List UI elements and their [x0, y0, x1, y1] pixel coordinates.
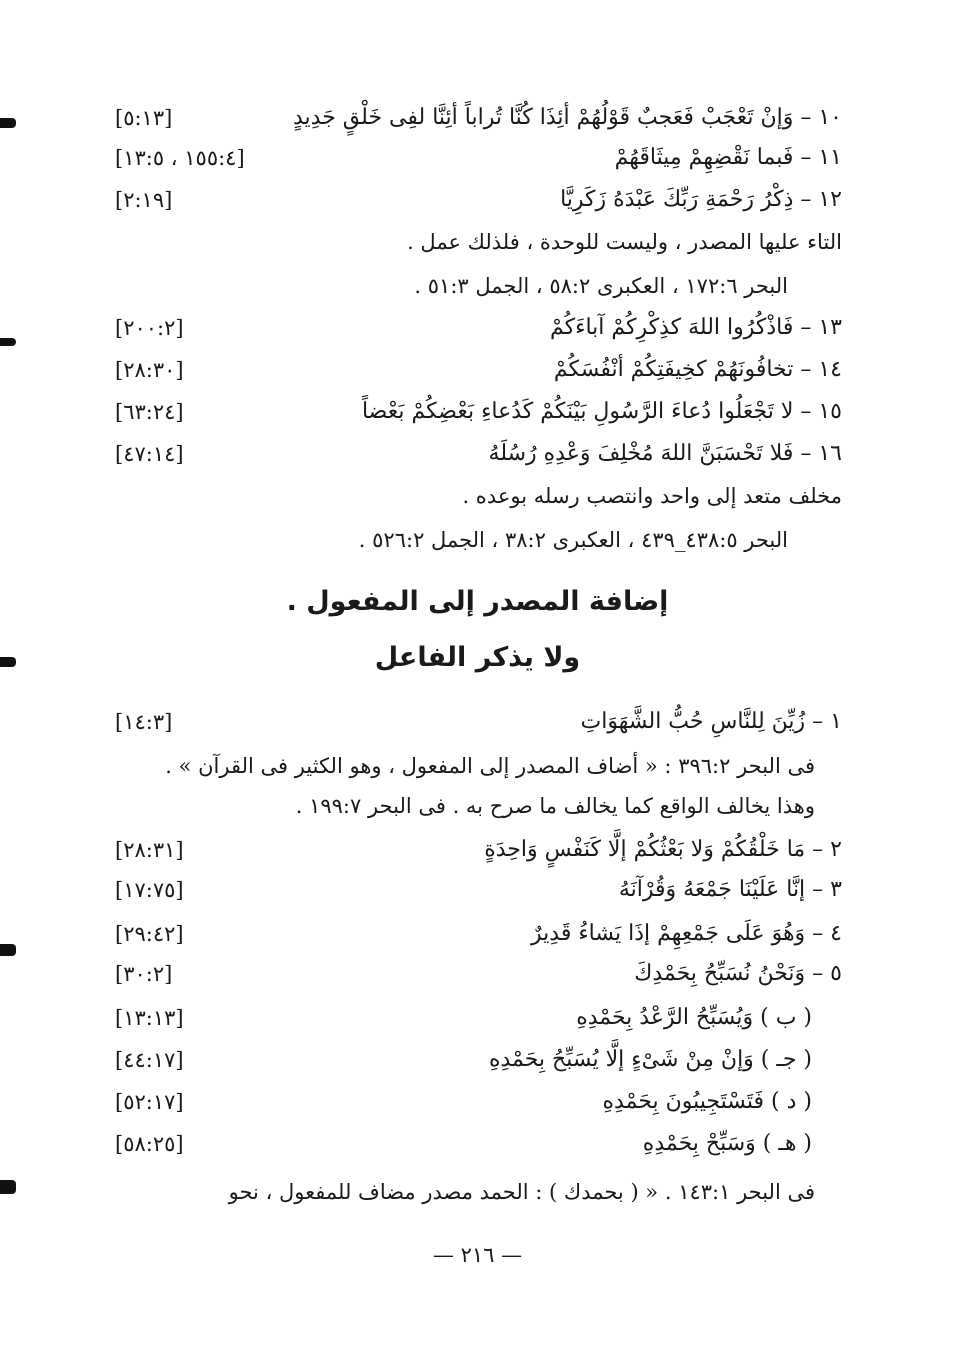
verse-row-12 — [115, 180, 842, 220]
commentary-note: فى البحر ١٤٣:١ . « ( بحمدك ) : الحمد مصدر مضاف للمفعول ، نحو — [228, 1180, 815, 1204]
verse-row-11 — [115, 138, 842, 178]
verse-reference: [١٧:٧٥] — [115, 878, 184, 902]
verse-text: ( جـ ) وَإنْ مِنْ شَىْءٍ إلَّا يُسَبِّحُ بِحَمْدِهِ — [488, 1047, 812, 1072]
verse-row-16 — [115, 434, 842, 474]
verse-text: ٤ – وَهُوَ عَلَى جَمْعِهِمْ إذَا يَشاءُ قَدِيرٌ — [531, 921, 842, 946]
verse-text: ( د ) فَتَسْتَجِيبُونَ بِحَمْدِهِ — [602, 1089, 812, 1114]
verse-text: ٣ – إنَّا عَلَيْنَا جَمْعَهُ وَقُرْآنَهُ — [618, 877, 842, 902]
verse-text: ١١ – فَبما نَقْضِهِمْ مِيثَاقَهُمْ — [614, 145, 842, 170]
verse-reference: [٥٨:٢٥] — [115, 1132, 184, 1156]
verse-row-13 — [115, 308, 842, 348]
verse-row-2 — [115, 830, 842, 870]
commentary-note: مخلف متعد إلى واحد وانتصب رسله بوعده . — [462, 484, 842, 508]
margin-mark — [0, 118, 16, 128]
margin-mark — [0, 1180, 16, 1194]
verse-subrow-h — [115, 1124, 842, 1164]
verse-row-3 — [115, 870, 842, 910]
verse-text: ١ – زُيِّنَ لِلنَّاسِ حُبُّ الشَّهَوَاتِ — [580, 709, 842, 734]
verse-reference: [٥:١٣] — [115, 106, 173, 130]
verse-reference: [١٥٥:٤ ، ١٣:٥] — [115, 146, 245, 170]
verse-reference: [٢٨:٣١] — [115, 838, 184, 862]
commentary-note: التاء عليها المصدر ، وليست للوحدة ، فلذلك عمل . — [407, 230, 842, 254]
verse-text: ١٤ – تخافُونَهُمْ كخِيفَتِكُمْ أنْفُسَكُمْ — [553, 357, 842, 382]
margin-mark — [0, 944, 16, 956]
margin-mark — [0, 338, 16, 346]
verse-subrow-d — [115, 1082, 842, 1122]
verse-row-15 — [115, 392, 842, 432]
verse-reference: [١٤:٣] — [115, 710, 173, 734]
verse-text: ٢ – مَا خَلْقُكُمْ وَلا بَعْثُكُمْ إلَّا كَنَفْسٍ وَاحِدَةٍ — [484, 837, 842, 862]
verse-text: ١٦ – فَلا تَحْسَبَنَّ اللهَ مُخْلِفَ وَعْدِهِ رُسُلَهُ — [488, 441, 842, 466]
commentary-note: فى البحر ٣٩٦:٢ : « أضاف المصدر إلى المفعول ، وهو الكثير فى القرآن » . — [165, 754, 815, 778]
verse-reference: [٦٣:٢٤] — [115, 400, 184, 424]
section-heading: إضافة المصدر إلى المفعول . — [286, 586, 669, 617]
verse-text: ١٥ – لا تَجْعَلُوا دُعاءَ الرَّسُولِ بَيْنَكُمْ كَدُعاءِ بَعْضِكُمْ بَعْضاً — [361, 399, 842, 424]
page-number: — ٢١٦ — — [432, 1243, 523, 1267]
verse-text: ١٣ – فَاذْكُرُوا اللهَ كذِكْرِكُمْ آباءَكُمْ — [549, 315, 842, 340]
verse-reference: [٢٠٠:٢] — [115, 316, 184, 340]
verse-text: ٥ – وَنَحْنُ نُسَبِّحُ بِحَمْدِكَ — [634, 961, 842, 986]
verse-row-10 — [115, 98, 842, 138]
verse-row-14 — [115, 350, 842, 390]
verse-text: ( ب ) وَيُسَبِّحُ الرَّعْدُ بِحَمْدِهِ — [576, 1005, 812, 1030]
verse-reference: [٢٨:٣٠] — [115, 358, 184, 382]
verse-reference: [١٣:١٣] — [115, 1006, 184, 1030]
source-citation: البحر ١٧٢:٦ ، العكبرى ٥٨:٢ ، الجمل ٥١:٣ . — [414, 274, 788, 298]
source-citation: البحر ٤٣٨:٥_٤٣٩ ، العكبرى ٣٨:٢ ، الجمل ٥٢٦:٢ . — [358, 528, 788, 552]
verse-text: ( هـ ) وَسَبِّحْ بِحَمْدِهِ — [642, 1131, 812, 1156]
verse-reference: [٤٤:١٧] — [115, 1048, 184, 1072]
commentary-note: وهذا يخالف الواقع كما يخالف ما صرح به . فى البحر ١٩٩:٧ . — [295, 794, 815, 818]
verse-reference: [٤٧:١٤] — [115, 442, 184, 466]
verse-row-5 — [115, 954, 842, 994]
verse-subrow-j — [115, 1040, 842, 1080]
verse-reference: [٣٠:٢] — [115, 962, 173, 986]
verse-row-1 — [115, 702, 842, 742]
verse-reference: [٢:١٩] — [115, 188, 173, 212]
section-subheading: ولا يذكر الفاعل — [374, 642, 581, 673]
verse-text: ١٠ – وَإنْ تَعْجَبْ فَعَجبٌ قَوْلُهُمْ أئِذَا كُنَّا تُراباً أئِنَّا لفِى خَلْقٍ جَدِيدٍ — [293, 105, 842, 130]
verse-reference: [٢٩:٤٢] — [115, 922, 184, 946]
verse-row-4 — [115, 914, 842, 954]
verse-reference: [٥٢:١٧] — [115, 1090, 184, 1114]
verse-subrow-b — [115, 998, 842, 1038]
verse-text: ١٢ – ذِكْرُ رَحْمَةِ رَبِّكَ عَبْدَهُ زَكَرِيَّا — [560, 187, 842, 212]
